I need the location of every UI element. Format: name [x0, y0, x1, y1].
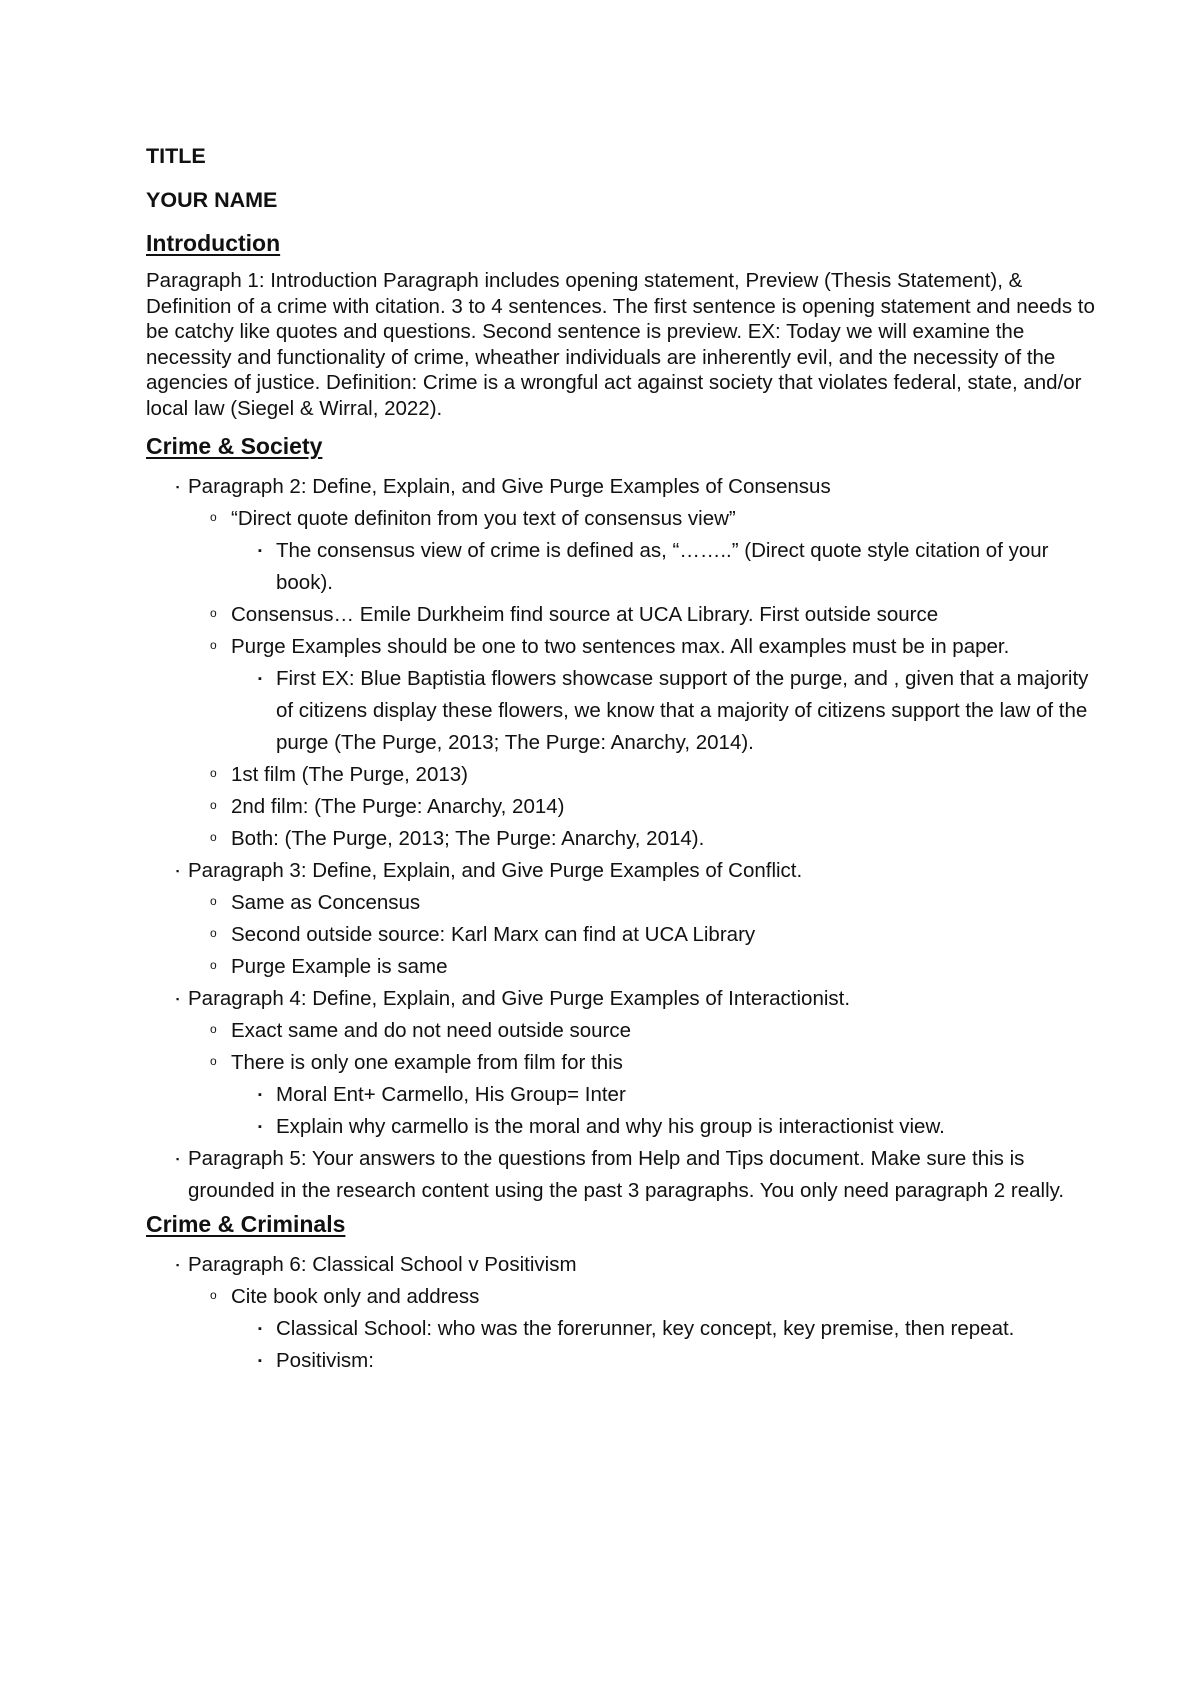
list-item	[190, 1047, 1106, 1143]
purge-examples-note: Purge Examples should be one to two sentences max. All examples must be in paper.	[231, 635, 1010, 658]
list-item	[146, 1249, 1106, 1377]
list-item	[190, 1015, 1106, 1047]
crime-society-heading: Crime & Society	[146, 433, 323, 459]
list-item	[146, 1143, 1106, 1207]
list-item	[190, 503, 1106, 599]
p3-item-b: Second outside source: Karl Marx can find at UCA Library	[231, 923, 756, 946]
list-item	[253, 1079, 1106, 1111]
list-item	[146, 855, 1106, 983]
paragraph-4-text: Paragraph 4: Define, Explain, and Give Purge Examples of Interactionist.	[188, 987, 851, 1010]
p6-item-a: Cite book only and address	[231, 1285, 480, 1308]
crime-criminals-heading: Crime & Criminals	[146, 1211, 346, 1237]
crime-criminals-list	[146, 1249, 1106, 1377]
p3-item-c: Purge Example is same	[231, 955, 448, 978]
quote-detail: The consensus view of crime is defined as, “……..” (Direct quote style citation of your book).	[276, 539, 1049, 594]
list-item	[253, 535, 1106, 599]
list-item	[190, 951, 1106, 983]
first-example: First EX: Blue Baptistia flowers showcase support of the purge, and , given that a majority of citizens display these flowers, we know that a majority of citizens support the law of the purge (The Purge, 2013; The Purge: Anarchy, 2014).	[276, 667, 1089, 754]
quote-instruction: “Direct quote definiton from you text of consensus view”	[231, 507, 736, 530]
p4-item-b2: Explain why carmello is the moral and why his group is interactionist view.	[276, 1115, 945, 1138]
list-item	[190, 791, 1106, 823]
p6-item-a2: Positivism:	[276, 1349, 374, 1372]
p4-item-b1: Moral Ent+ Carmello, His Group= Inter	[276, 1083, 626, 1106]
introduction-heading: Introduction	[146, 230, 281, 256]
crime-society-list	[146, 471, 1106, 1207]
p6-item-a1: Classical School: who was the forerunner, key concept, key premise, then repeat.	[276, 1317, 1015, 1340]
p4-item-b: There is only one example from film for this	[231, 1051, 623, 1074]
list-item	[190, 759, 1106, 791]
list-item	[253, 1345, 1106, 1377]
list-item	[146, 471, 1106, 855]
paragraph-6-text: Paragraph 6: Classical School v Positivism	[188, 1253, 577, 1276]
list-item	[190, 1281, 1106, 1377]
author-name: YOUR NAME	[146, 188, 278, 212]
paragraph-5-text: Paragraph 5: Your answers to the questions from Help and Tips document. Make sure this is grounded in the research content using the past 3 paragraphs. You only need paragraph 2 really.	[188, 1147, 1065, 1202]
paragraph-3-text: Paragraph 3: Define, Explain, and Give Purge Examples of Conflict.	[188, 859, 803, 882]
list-item	[190, 631, 1106, 759]
list-item	[253, 1111, 1106, 1143]
document-page	[146, 142, 1106, 1377]
list-item	[253, 663, 1106, 759]
list-item	[190, 887, 1106, 919]
list-item	[146, 983, 1106, 1143]
paragraph-2-text: Paragraph 2: Define, Explain, and Give Purge Examples of Consensus	[188, 475, 831, 498]
consensus-source: Consensus… Emile Durkheim find source at UCA Library. First outside source	[231, 603, 939, 626]
list-item	[190, 823, 1106, 855]
film-2-citation: 2nd film: (The Purge: Anarchy, 2014)	[231, 795, 565, 818]
both-citation: Both: (The Purge, 2013; The Purge: Anarchy, 2014).	[231, 827, 705, 850]
film-1-citation: 1st film (The Purge, 2013)	[231, 763, 468, 786]
list-item	[190, 919, 1106, 951]
list-item	[253, 1313, 1106, 1345]
list-item	[190, 599, 1106, 631]
p3-item-a: Same as Concensus	[231, 891, 421, 914]
introduction-paragraph: Paragraph 1: Introduction Paragraph includes opening statement, Preview (Thesis Statement), & Definition of a crime with citation. 3 to 4 sentences. The first sentence is opening statement and needs to be catchy like quotes and questions. Second sentence is preview. EX: Today we will examine the necessity and functionality of crime, wheather individuals are inherently evil, and the necessity of the agencies of justice. Definition: Crime is a wrongful act against society that violates federal, state, and/or local law (Siegel & Wirral, 2022).	[146, 269, 1095, 420]
p4-item-a: Exact same and do not need outside source	[231, 1019, 632, 1042]
doc-title: TITLE	[146, 144, 206, 168]
